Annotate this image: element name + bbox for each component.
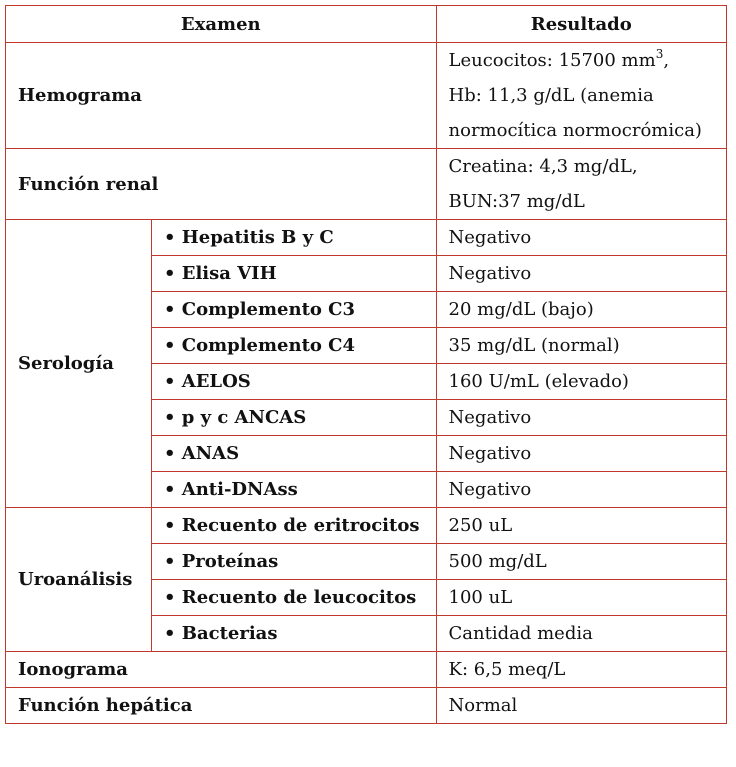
hemograma-line1-end: ,: [663, 50, 670, 71]
serologia-test: • ANAS: [151, 436, 436, 472]
uroanalisis-test: • Recuento de eritrocitos: [151, 508, 436, 544]
exam-renal: Función renal: [6, 149, 437, 220]
serologia-test: • AELOS: [151, 364, 436, 400]
row-hemograma: [6, 43, 727, 149]
hemograma-line2: Hb: 11,3 g/dL (anemia: [448, 85, 654, 106]
hemograma-sup: 3: [655, 47, 664, 61]
uroanalisis-test: • Recuento de leucocitos: [151, 580, 436, 616]
renal-line1: Creatina: 4,3 mg/dL,: [448, 156, 638, 177]
result-ionograma: K: 6,5 meq/L: [436, 652, 726, 688]
uroanalisis-test: • Bacterias: [151, 616, 436, 652]
uroanalisis-result: 250 uL: [436, 508, 726, 544]
serologia-test: • Complemento C4: [151, 328, 436, 364]
exam-hepatica: Función hepática: [6, 688, 437, 724]
row-hepatica: [6, 688, 727, 724]
serologia-test: • Complemento C3: [151, 292, 436, 328]
result-renal: [436, 149, 726, 220]
header-exam: Examen: [6, 6, 437, 43]
serologia-result: Negativo: [436, 220, 726, 256]
uroanalisis-test: • Proteínas: [151, 544, 436, 580]
table-row: [6, 508, 727, 544]
serologia-result: Negativo: [436, 472, 726, 508]
serologia-result: 160 U/mL (elevado): [436, 364, 726, 400]
serologia-test: • p y c ANCAS: [151, 400, 436, 436]
header-row: [6, 6, 727, 43]
serologia-result: Negativo: [436, 436, 726, 472]
serologia-result: Negativo: [436, 400, 726, 436]
table-row: [6, 220, 727, 256]
row-ionograma: [6, 652, 727, 688]
result-hemograma: [436, 43, 726, 149]
uroanalisis-result: 500 mg/dL: [436, 544, 726, 580]
lab-results-table: [5, 5, 727, 724]
header-result: Resultado: [436, 6, 726, 43]
serologia-result: Negativo: [436, 256, 726, 292]
serologia-result: 20 mg/dL (bajo): [436, 292, 726, 328]
exam-ionograma: Ionograma: [6, 652, 437, 688]
exam-serologia: Serología: [6, 220, 152, 508]
row-renal: [6, 149, 727, 220]
uroanalisis-result: 100 uL: [436, 580, 726, 616]
hemograma-line3: normocítica normocrómica): [448, 120, 702, 141]
exam-uroanalisis: Uroanálisis: [6, 508, 152, 652]
renal-line2: BUN:37 mg/dL: [448, 191, 585, 212]
serologia-test: • Hepatitis B y C: [151, 220, 436, 256]
serologia-test: • Elisa VIH: [151, 256, 436, 292]
result-hepatica: Normal: [436, 688, 726, 724]
serologia-test: • Anti-DNAss: [151, 472, 436, 508]
exam-hemograma: Hemograma: [6, 43, 437, 149]
hemograma-line1: Leucocitos: 15700 mm: [448, 50, 656, 71]
uroanalisis-result: Cantidad media: [436, 616, 726, 652]
serologia-result: 35 mg/dL (normal): [436, 328, 726, 364]
